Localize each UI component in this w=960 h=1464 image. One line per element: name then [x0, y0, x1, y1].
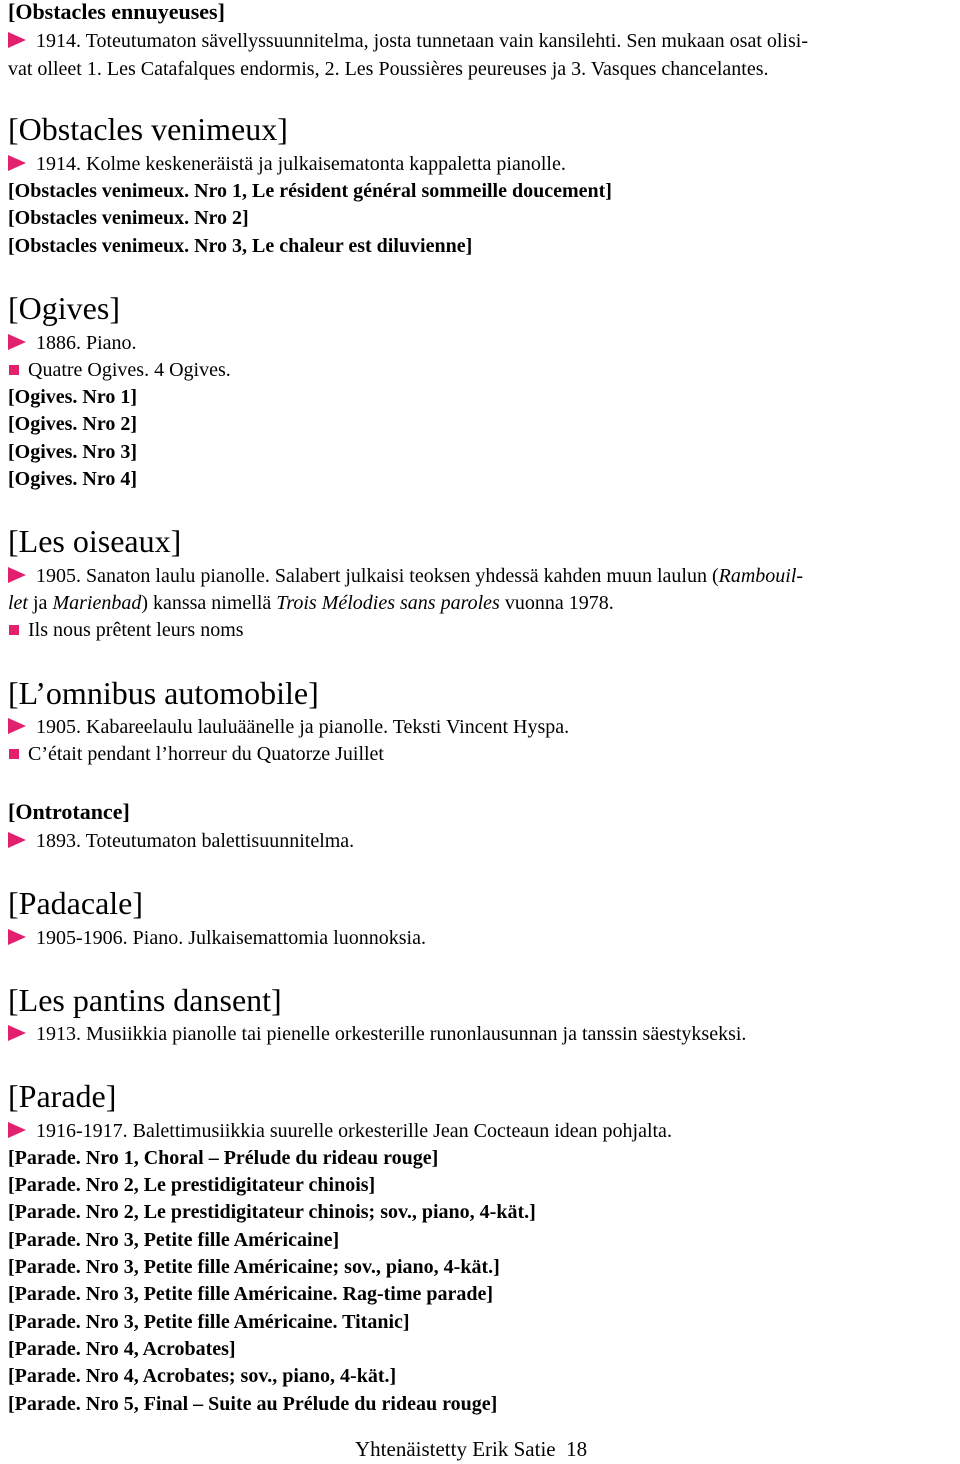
- work-item: [Parade. Nro 5, Final – Suite au Prélude du rideau rouge]: [8, 1393, 498, 1415]
- heading-les-oiseaux: [Les oiseaux]: [8, 523, 182, 559]
- heading-obstacles-venimeux: [Obstacles venimeux]: [8, 111, 288, 147]
- work-item: [Parade. Nro 3, Petite fille Américaine]: [8, 1229, 340, 1251]
- entry-description-continued: let ja Marienbad) kanssa nimellä Trois Mélodies sans paroles vuonna 1978.: [8, 592, 614, 614]
- work-item: [Parade. Nro 4, Acrobates; sov., piano, 4-kät.]: [8, 1365, 397, 1387]
- entry-subtitle: Quatre Ogives. 4 Ogives.: [8, 357, 231, 384]
- entry-description: 1905. Sanaton laulu pianolle. Salabert julkaisi teoksen yhdessä kahden muun laulun (Rambouil-: [8, 563, 803, 590]
- entry-description: 1916-1917. Balettimusiikkia suurelle orkesterille Jean Cocteaun idean pohjalta.: [8, 1118, 672, 1145]
- work-item: [Parade. Nro 3, Petite fille Américaine. Rag-time parade]: [8, 1283, 494, 1305]
- work-item: [Parade. Nro 2, Le prestidigitateur chinois; sov., piano, 4-kät.]: [8, 1201, 536, 1223]
- entry-description: 1893. Toteutumaton balettisuunnitelma.: [8, 828, 354, 855]
- triangle-bullet-icon: [8, 334, 26, 350]
- heading-padacale: [Padacale]: [8, 885, 144, 921]
- work-item: [Parade. Nro 1, Choral – Prélude du rideau rouge]: [8, 1147, 439, 1169]
- heading-l-omnibus-automobile: [L’omnibus automobile]: [8, 675, 319, 711]
- triangle-bullet-icon: [8, 32, 26, 48]
- square-bullet-icon: [9, 625, 19, 635]
- work-item: [Ogives. Nro 4]: [8, 468, 138, 490]
- work-item: [Parade. Nro 3, Petite fille Américaine. Titanic]: [8, 1311, 410, 1333]
- heading-parade: [Parade]: [8, 1078, 117, 1114]
- entry-description: 1905-1906. Piano. Julkaisemattomia luonnoksia.: [8, 925, 426, 952]
- heading-ogives: [Ogives]: [8, 290, 120, 326]
- entry-subtitle: C’était pendant l’horreur du Quatorze Juillet: [8, 741, 384, 768]
- entry-description: 1913. Musiikkia pianolle tai pienelle orkesterille runonlausunnan ja tanssin säestykseksi.: [8, 1021, 746, 1048]
- triangle-bullet-icon: [8, 1025, 26, 1041]
- heading-les-pantins-dansent: [Les pantins dansent]: [8, 982, 282, 1018]
- heading-obstacles-ennuyeuses: [Obstacles ennuyeuses]: [8, 0, 225, 24]
- triangle-bullet-icon: [8, 567, 26, 583]
- work-item: [Obstacles venimeux. Nro 2]: [8, 207, 249, 229]
- work-item: [Parade. Nro 3, Petite fille Américaine; sov., piano, 4-kät.]: [8, 1256, 500, 1278]
- entry-description: 1914. Kolme keskeneräistä ja julkaisematonta kappaletta pianolle.: [8, 151, 566, 178]
- work-item: [Obstacles venimeux. Nro 1, Le résident général sommeille doucement]: [8, 180, 612, 202]
- entry-description: 1886. Piano.: [8, 330, 137, 357]
- triangle-bullet-icon: [8, 155, 26, 171]
- work-item: [Ogives. Nro 2]: [8, 413, 138, 435]
- triangle-bullet-icon: [8, 1122, 26, 1138]
- page-number: 18: [566, 1437, 588, 1461]
- square-bullet-icon: [9, 365, 19, 375]
- page-footer: [355, 1436, 587, 1463]
- triangle-bullet-icon: [8, 929, 26, 945]
- entry-subtitle: Ils nous prêtent leurs noms: [8, 617, 244, 644]
- square-bullet-icon: [9, 749, 19, 759]
- entry-description-continued: vat olleet 1. Les Catafalques endormis, 2. Les Poussières peureuses ja 3. Vasques chancelantes.: [8, 58, 769, 80]
- triangle-bullet-icon: [8, 832, 26, 848]
- entry-description: 1914. Toteutumaton sävellyssuunnitelma, josta tunnetaan vain kansilehti. Sen mukaan osat olisi-: [8, 28, 808, 55]
- work-item: [Ogives. Nro 3]: [8, 441, 138, 463]
- heading-ontrotance: [Ontrotance]: [8, 799, 130, 824]
- entry-description: 1905. Kabareelaulu lauluäänelle ja pianolle. Teksti Vincent Hyspa.: [8, 714, 569, 741]
- triangle-bullet-icon: [8, 718, 26, 734]
- footer-title: Yhtenäistetty Erik Satie: [355, 1437, 556, 1461]
- work-item: [Parade. Nro 4, Acrobates]: [8, 1338, 236, 1360]
- work-item: [Ogives. Nro 1]: [8, 386, 138, 408]
- work-item: [Parade. Nro 2, Le prestidigitateur chinois]: [8, 1174, 376, 1196]
- work-item: [Obstacles venimeux. Nro 3, Le chaleur est diluvienne]: [8, 235, 473, 257]
